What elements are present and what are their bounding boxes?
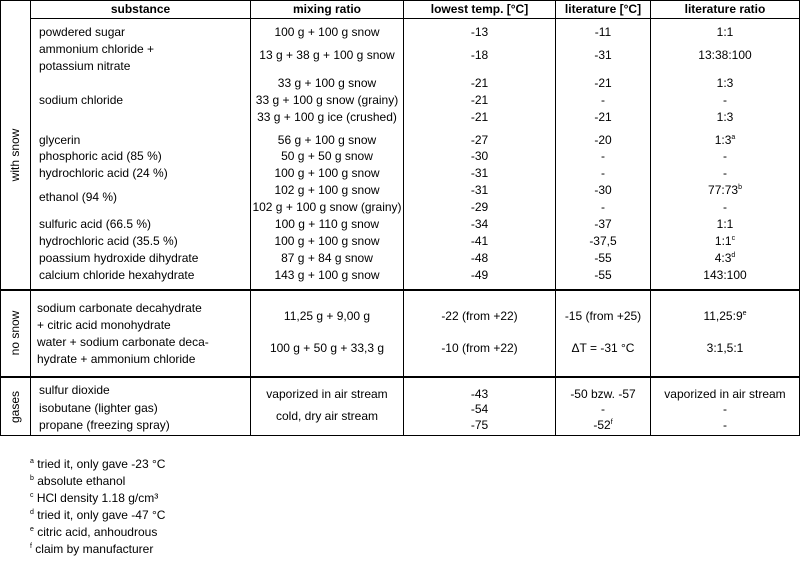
substance-cell: hydrochloric acid (24 %) xyxy=(39,166,168,180)
literature-ratio-cell: 11,25:9e xyxy=(703,309,747,323)
footnote-mark: b xyxy=(30,475,34,482)
footnote: $^d$ tried it, only gave -47 °C xyxy=(30,508,166,522)
literature-cell: - xyxy=(601,166,605,180)
literature-cell: -55 xyxy=(594,268,612,282)
footnote: $^b$ absolute ethanol xyxy=(30,474,126,488)
mixing-cell: 87 g + 84 g snow xyxy=(281,251,373,265)
table-border-left xyxy=(0,0,1,436)
mixing-cell: 56 g + 100 g snow xyxy=(277,133,377,147)
substance-cell: sodium carbonate decahydrate xyxy=(37,301,202,315)
mixing-cell: 33 g + 100 g ice (crushed) xyxy=(257,110,397,124)
literature-ratio-cell: 3:1,5:1 xyxy=(706,341,744,355)
lowest-temp-cell: -22 (from +22) xyxy=(441,309,518,323)
literature-ratio-cell: - xyxy=(723,149,727,163)
mixing-cell: 100 g + 100 g snow xyxy=(274,25,380,39)
literature-cell: -21 xyxy=(594,110,612,124)
lowest-temp-cell: -54 xyxy=(470,402,489,416)
mixing-cell: 100 g + 110 g snow xyxy=(274,217,380,231)
mixing-cell: vaporized in air stream xyxy=(266,387,388,401)
literature-ratio-cell: 143:100 xyxy=(703,268,747,282)
literature-cell: - xyxy=(601,149,605,163)
literature-cell: -21 xyxy=(594,76,612,90)
literature-cell: -52$^f$ xyxy=(593,418,613,432)
footnote-mark: b xyxy=(738,184,742,191)
literature-cell: -37,5 xyxy=(589,234,617,248)
group-label-gases: gases xyxy=(8,390,22,424)
mixing-cell: 143 g + 100 g snow xyxy=(274,268,380,282)
substance-cell: poassium hydroxide dihydrate xyxy=(39,251,199,265)
mixing-cell: 50 g + 50 g snow xyxy=(281,149,373,163)
mixing-cell: 100 g + 50 g + 33,3 g xyxy=(269,341,385,355)
table-border-right xyxy=(799,0,800,436)
footnote: $^c$ HCl density 1.18 g/cm³ xyxy=(30,491,159,505)
lowest-temp-cell: -18 xyxy=(470,48,489,62)
substance-cell: sodium chloride xyxy=(39,93,124,107)
substance-cell: propane (freezing spray) xyxy=(39,418,170,432)
literature-cell: -30 xyxy=(594,183,612,197)
lowest-temp-cell: -21 xyxy=(470,110,489,124)
literature-ratio-cell: 13:38:100 xyxy=(698,48,752,62)
literature-ratio-cell: - xyxy=(723,418,727,432)
footnote: $^e$ citric acid, anhoudrous xyxy=(30,525,158,539)
literature-ratio-cell: - xyxy=(723,166,727,180)
footnote-mark: e xyxy=(742,310,747,317)
footnote: $^f$ claim by manufacturer xyxy=(30,542,154,556)
lowest-temp-cell: -21 xyxy=(470,76,489,90)
lowest-temp-cell: -49 xyxy=(470,268,489,282)
lowest-temp-cell: -10 (from +22) xyxy=(441,341,518,355)
literature-ratio-cell: - xyxy=(723,93,727,107)
literature-ratio-cell: 1:3$^a$ xyxy=(714,133,736,147)
substance-cell: ammonium chloride + xyxy=(39,42,155,56)
literature-ratio-cell: - xyxy=(723,200,727,214)
mixing-cell: 33 g + 100 g snow xyxy=(277,76,377,90)
literature-cell: ΔT = -31 °C xyxy=(571,341,635,355)
group-label-no-snow: no snow xyxy=(8,310,22,356)
lowest-temp-cell: -29 xyxy=(470,200,489,214)
mixing-cell: 102 g + 100 g snow xyxy=(274,183,380,197)
mixing-cell: 100 g + 100 g snow xyxy=(274,166,380,180)
mixing-cell: 13 g + 38 g + 100 g snow xyxy=(259,48,395,62)
group-divider xyxy=(0,289,800,291)
footnote-mark: c xyxy=(731,235,736,242)
header-substance: substance xyxy=(110,2,171,16)
substance-cell: sulfur dioxide xyxy=(39,383,110,397)
substance-cell: hydrate + ammonium chloride xyxy=(37,352,196,366)
literature-ratio-cell: 1:1 xyxy=(716,217,734,231)
lowest-temp-cell: -41 xyxy=(470,234,489,248)
header-literature: literature [°C] xyxy=(564,2,642,16)
substance-cell: water + sodium carbonate deca- xyxy=(37,335,209,349)
mixing-cell: 33 g + 100 g snow (grainy) xyxy=(255,93,399,107)
substance-cell: sulfuric acid (66.5 %) xyxy=(39,217,152,231)
substance-cell: + citric acid monohydrate xyxy=(37,318,171,332)
header-mixing-ratio: mixing ratio xyxy=(292,2,361,16)
footnote-mark: e xyxy=(30,526,34,533)
literature-ratio-cell: - xyxy=(723,402,727,416)
lowest-temp-cell: -30 xyxy=(470,149,489,163)
lowest-temp-cell: -31 xyxy=(470,183,489,197)
literature-cell: - xyxy=(601,200,605,214)
literature-cell: -15 (from +25) xyxy=(564,309,642,323)
literature-ratio-cell: vaporized in air stream xyxy=(664,387,786,401)
literature-ratio-cell: 1:1 xyxy=(716,25,734,39)
substance-cell: ethanol (94 %) xyxy=(39,190,118,204)
header-lowest-temp: lowest temp. [°C] xyxy=(430,2,529,16)
substance-cell: powdered sugar xyxy=(39,25,126,39)
literature-cell: -31 xyxy=(594,48,612,62)
substance-cell: calcium chloride hexahydrate xyxy=(39,268,195,282)
lowest-temp-cell: -21 xyxy=(470,93,489,107)
lowest-temp-cell: -43 xyxy=(470,387,489,401)
literature-ratio-cell: 4:3$^d$ xyxy=(714,251,736,265)
literature-cell: -50 bzw. -57 xyxy=(570,387,636,401)
literature-cell: -37 xyxy=(594,217,612,231)
footnote-mark: d xyxy=(30,509,34,516)
lowest-temp-cell: -13 xyxy=(470,25,489,39)
group-divider xyxy=(0,376,800,378)
header-divider xyxy=(30,18,800,19)
group-label-with-snow: with snow xyxy=(8,128,22,182)
literature-ratio-cell: 77:73$^b$ xyxy=(708,183,742,197)
mixing-cell: 11,25 g + 9,00 g xyxy=(283,309,371,323)
lowest-temp-cell: -27 xyxy=(470,133,489,147)
literature-cell: - xyxy=(601,402,605,416)
substance-cell: hydrochloric acid (35.5 %) xyxy=(39,234,178,248)
literature-cell: -20 xyxy=(594,133,612,147)
lowest-temp-cell: -48 xyxy=(470,251,489,265)
literature-cell: -55 xyxy=(594,251,612,265)
lowest-temp-cell: -75 xyxy=(470,418,489,432)
substance-cell: phosphoric acid (85 %) xyxy=(39,149,162,163)
mixing-cell: cold, dry air stream xyxy=(275,409,379,423)
col-divider xyxy=(30,0,31,436)
literature-ratio-cell: 1:1$^c$ xyxy=(714,234,736,248)
table-border-top xyxy=(0,0,800,1)
footnote: $^a$ tried it, only gave -23 °C xyxy=(30,457,166,471)
header-literature-ratio: literature ratio xyxy=(684,2,766,16)
literature-cell: -11 xyxy=(594,25,612,39)
table-border-bottom xyxy=(0,435,800,436)
lowest-temp-cell: -31 xyxy=(470,166,489,180)
footnote-mark: c xyxy=(30,492,34,499)
substance-cell: glycerin xyxy=(39,133,81,147)
footnote-mark: f xyxy=(30,543,32,550)
substance-cell: potassium nitrate xyxy=(39,59,131,73)
mixing-cell: 102 g + 100 g snow (grainy) xyxy=(252,200,402,214)
literature-cell: - xyxy=(601,93,605,107)
lowest-temp-cell: -34 xyxy=(470,217,489,231)
mixing-cell: 100 g + 100 g snow xyxy=(274,234,380,248)
footnote-mark: a xyxy=(30,458,34,465)
footnote-mark: a xyxy=(731,134,736,141)
literature-ratio-cell: 1:3 xyxy=(716,110,734,124)
footnote-mark: f xyxy=(610,419,613,426)
substance-cell: isobutane (lighter gas) xyxy=(39,401,158,415)
footnote-mark: d xyxy=(731,252,736,259)
literature-ratio-cell: 1:3 xyxy=(716,76,734,90)
